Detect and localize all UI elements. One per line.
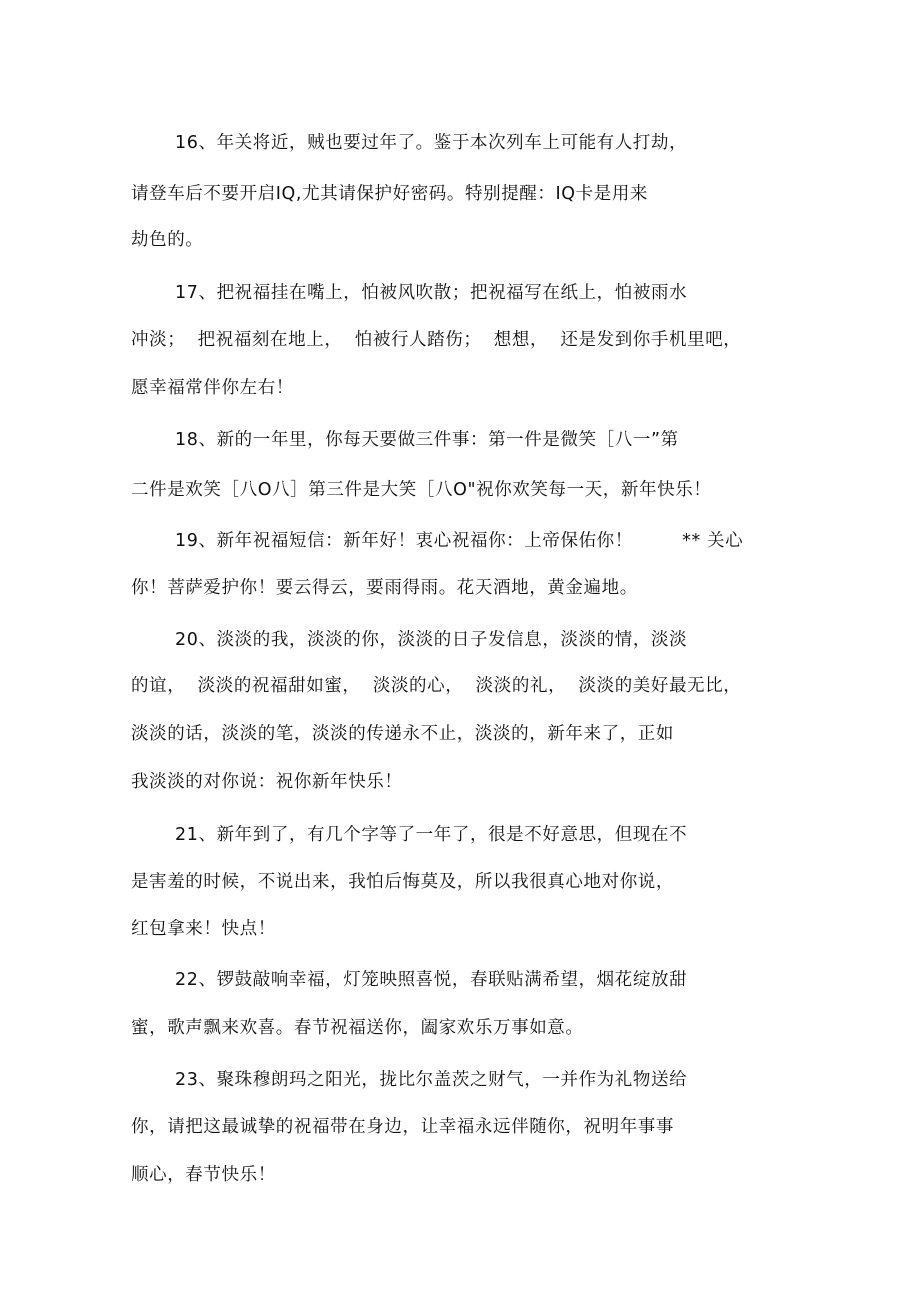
- paragraph-19-line-1: 19、新年祝福短信：新年好！衷心祝福你：上帝保佑你！ ** 关心: [175, 531, 744, 551]
- paragraph-16-line-3: 劫色的。: [131, 230, 204, 250]
- paragraph-21-line-1: 21、新年到了，有几个字等了一年了，很是不好意思，但现在不: [175, 825, 688, 845]
- paragraph-18-line-1: 18、新的一年里，你每天要做三件事：第一件是微笑［八一”第: [175, 430, 679, 450]
- paragraph-19-line-2: 你！菩萨爱护你！要云得云，要雨得雨。花天酒地，黄金遍地。: [131, 578, 638, 598]
- paragraph-17-line-2: 冲淡； 把祝福刻在地上， 怕被行人踏伤； 想想， 还是发到你手机里吧，: [131, 330, 742, 350]
- paragraph-20-line-2: 的谊， 淡淡的祝福甜如蜜， 淡淡的心， 淡淡的礼， 淡淡的美好最无比，: [131, 676, 742, 696]
- paragraph-20-line-1: 20、淡淡的我，淡淡的你，淡淡的日子发信息，淡淡的情，淡淡: [175, 630, 688, 650]
- paragraph-21-line-2: 是害羞的时候，不说出来，我怕后悔莫及，所以我很真心地对你说，: [131, 872, 674, 892]
- paragraph-16-line-1: 16、年关将近，贼也要过年了。鉴于本次列车上可能有人打劫，: [175, 133, 688, 153]
- paragraph-22-line-2: 蜜，歌声飘来欢喜。春节祝福送你，阖家欢乐万事如意。: [131, 1018, 584, 1038]
- paragraph-17-line-3: 愿幸福常伴你左右！: [131, 378, 294, 398]
- paragraph-22-line-1: 22、锣鼓敲响幸福，灯笼映照喜悦，春联贴满希望，烟花绽放甜: [175, 970, 688, 990]
- paragraph-17-line-1: 17、把祝福挂在嘴上，怕被风吹散；把祝福写在纸上，怕被雨水: [175, 283, 688, 303]
- paragraph-16-line-2: 请登车后不要开启IQ,尤其请保护好密码。特别提醒：IQ卡是用来: [131, 184, 649, 204]
- paragraph-23-line-1: 23、聚珠穆朗玛之阳光，拢比尔盖茨之财气，一并作为礼物送给: [175, 1070, 688, 1090]
- paragraph-23-line-2: 你，请把这最诚挚的祝福带在身边，让幸福永远伴随你，祝明年事事: [131, 1117, 674, 1137]
- paragraph-18-line-2: 二件是欢笑［八O八］第三件是大笑［八O"祝你欢笑每一天，新年快乐！: [131, 480, 712, 500]
- paragraph-21-line-3: 红包拿来！快点！: [131, 919, 276, 939]
- paragraph-23-line-3: 顺心，春节快乐！: [131, 1165, 276, 1185]
- paragraph-20-line-4: 我淡淡的对你说：祝你新年快乐！: [131, 772, 403, 792]
- paragraph-20-line-3: 淡淡的话，淡淡的笔，淡淡的传递永不止，淡淡的，新年来了，正如: [131, 724, 674, 744]
